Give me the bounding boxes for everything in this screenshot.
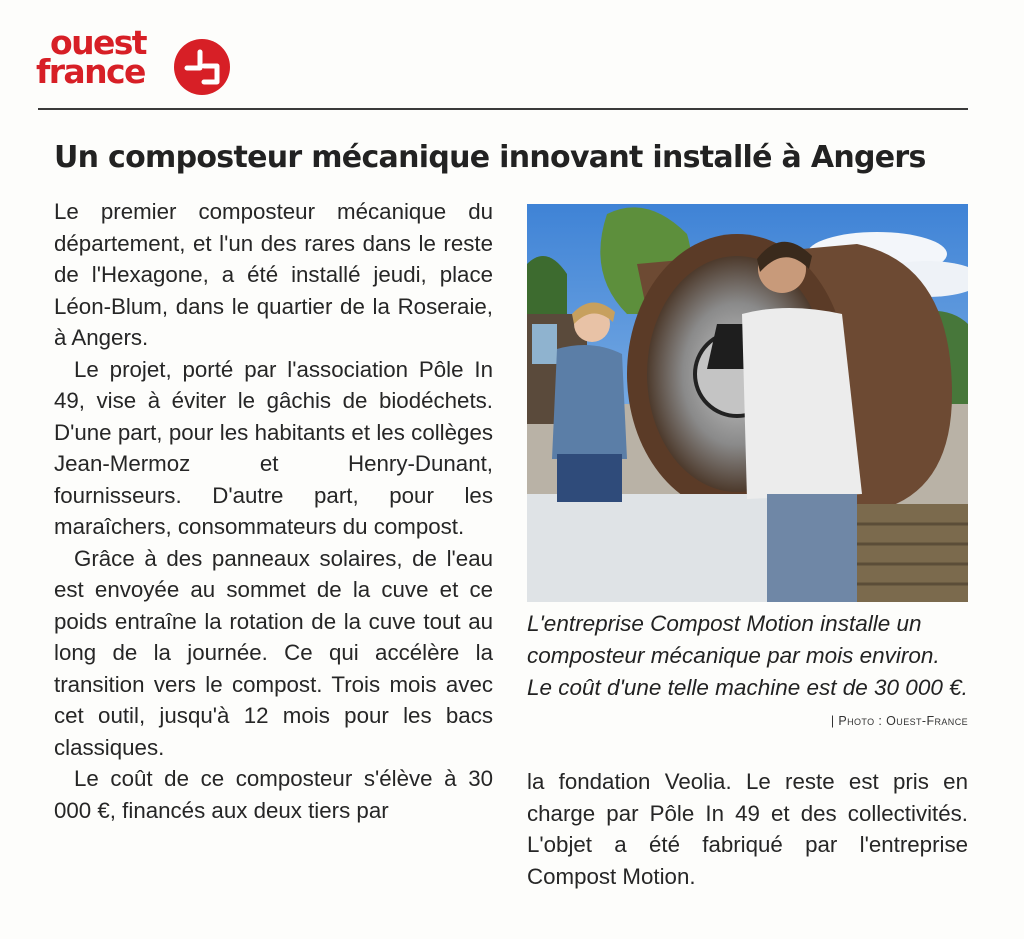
article-paragraph: Grâce à des panneaux solaires, de l'eau est envoyée au sommet de la cuve et ce poids entraîne la rotation de la cuve tout au long de la journée. Ce qui accélère la transition vers le compost. Trois mois avec cet outil, jusqu'à 12 mois pour les bacs classiques. — [54, 545, 493, 760]
article-photo — [527, 204, 968, 602]
article-headline: Un composteur mécanique innovant installé à Angers — [54, 140, 926, 175]
article-body-column-1 — [54, 196, 493, 826]
ouest-france-logo — [36, 23, 236, 100]
article-paragraph: Le projet, porté par l'association Pôle In 49, vise à éviter le gâchis de biodéchets. D'une part, pour les habitants et les collèges Jean-Mermoz et Henry-Dunant, fournisseurs. D'autre part, pour les maraîchers, consommateurs du compost. — [54, 356, 493, 539]
logo-line1: ouest — [50, 23, 146, 62]
ouest-france-logo-mark-icon — [173, 38, 231, 96]
header-divider — [38, 108, 968, 110]
article-paragraph: la fondation Veolia. Le reste est pris en charge par Pôle In 49 et des collectivités. L'objet a été fabriqué par l'entreprise Compost Motion. — [527, 769, 968, 889]
photo-credit: | Photo : Ouest-France — [830, 714, 968, 728]
photo-caption: L'entreprise Compost Motion installe un composteur mécanique par mois environ. Le coût d'une telle machine est de 30 000 €. — [527, 611, 968, 700]
logo-line2: france — [36, 52, 145, 91]
article-paragraph: Le premier composteur mécanique du département, et l'un des rares dans le reste de l'Hexagone, a été installé jeudi, place Léon-Blum, dans le quartier de la Roseraie, à Angers. — [54, 199, 493, 350]
article-body-column-2 — [527, 766, 968, 892]
composter-installation-photo — [527, 204, 968, 602]
article-paragraph: Le coût de ce composteur s'élève à 30 000 €, financés aux deux tiers par — [54, 766, 493, 823]
